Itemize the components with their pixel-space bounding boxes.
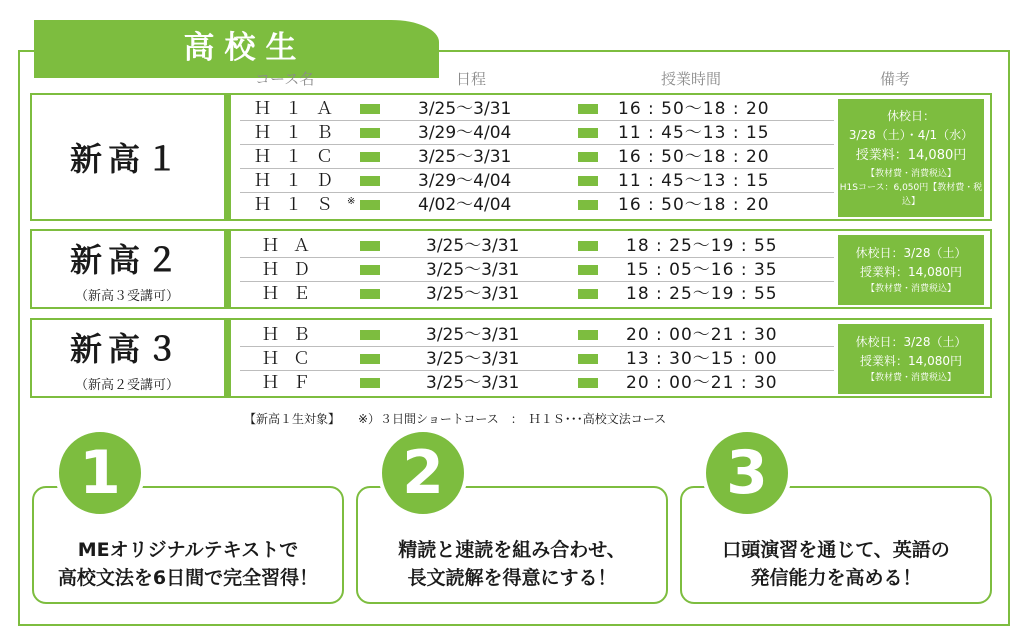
course-dates: 3/25〜3/31 — [426, 325, 520, 345]
feature-number: 2 — [402, 438, 444, 508]
course-code: ＨＣ — [262, 349, 324, 369]
course-code: ＨＡ — [262, 236, 324, 256]
grade-note: （新高３受講可） — [74, 288, 179, 304]
feature-line-2: 発信能力を高める！ — [750, 567, 922, 589]
course-dates: 3/25〜3/31 — [426, 260, 520, 280]
accent-bar — [224, 231, 231, 307]
course-code: Ｈ１Ｓ※ — [254, 195, 356, 215]
asterisk-mark: ※ — [347, 196, 356, 207]
row-marker — [578, 176, 598, 186]
table-row — [240, 371, 834, 395]
feature-number-badge-2 — [378, 428, 468, 518]
table-row — [240, 145, 834, 169]
course-code: ＨＦ — [262, 373, 324, 393]
course-time: 18 : 25〜19 : 55 — [626, 236, 778, 256]
table-row — [240, 323, 834, 347]
grade-block-3 — [30, 318, 992, 398]
course-time: 20 : 00〜21 : 30 — [626, 373, 778, 393]
accent-bar — [224, 95, 231, 219]
grade-label — [32, 95, 222, 219]
table-row — [240, 234, 834, 258]
grade-block-2 — [30, 229, 992, 309]
row-marker — [578, 128, 598, 138]
feature-line-2: 高校文法を6日間で完全習得！ — [57, 567, 319, 589]
feature-line-1: 精読と速読を組み合わせ、 — [398, 539, 626, 561]
table-row — [240, 193, 834, 217]
course-time: 18 : 25〜19 : 55 — [626, 284, 778, 304]
course-time: 11 : 45〜13 : 15 — [618, 171, 770, 191]
row-marker — [578, 200, 598, 210]
row-marker — [360, 128, 380, 138]
course-dates: 4/02〜4/04 — [418, 195, 512, 215]
grade-label — [32, 320, 222, 396]
row-marker — [578, 104, 598, 114]
column-header-time: 授業時間 — [661, 70, 722, 88]
course-dates: 3/29〜4/04 — [418, 171, 512, 191]
course-dates: 3/25〜3/31 — [418, 99, 512, 119]
row-marker — [360, 104, 380, 114]
row-marker — [360, 200, 380, 210]
row-marker — [578, 289, 598, 299]
grade-note: （新高２受講可） — [74, 377, 179, 393]
feature-number-badge-1 — [55, 428, 145, 518]
feature-text — [682, 536, 990, 592]
feature-line-1: MEオリジナルテキストで — [77, 539, 299, 561]
column-header-remarks: 備考 — [880, 70, 911, 88]
remarks-tuition: 授業料：14,080円 — [855, 148, 967, 163]
feature-number: 1 — [79, 438, 121, 508]
course-code: ＨＢ — [262, 325, 324, 345]
remarks-holiday: 休校日：3/28（土） — [855, 246, 967, 260]
table-row — [240, 282, 834, 306]
page-title: 高校生 — [183, 30, 307, 66]
feature-line-2: 長文読解を得意にする！ — [407, 567, 617, 589]
column-header-schedule: 日程 — [456, 70, 487, 88]
remarks-tax-note: 【教材費・消費税込】 — [865, 284, 956, 294]
course-code: ＨＤ — [262, 260, 324, 280]
row-marker — [578, 265, 598, 275]
course-code: ＨＥ — [262, 284, 324, 304]
row-marker — [360, 152, 380, 162]
row-marker — [578, 354, 598, 364]
remarks-tax-note: 【教材費・消費税込】 — [865, 373, 956, 383]
remarks-h1s-fee: H1Sコース：6,050円【教材費・税込】 — [839, 183, 983, 207]
column-header-course: コース名 — [255, 70, 315, 88]
table-row — [240, 169, 834, 193]
row-marker — [360, 265, 380, 275]
table-row — [240, 121, 834, 145]
remarks-holiday-label: 休校日： — [886, 109, 935, 123]
grade-name: 新高３ — [69, 329, 184, 368]
footnote: 【新高１生対象】 ※）３日間ショートコース ： Ｈ１Ｓ･･･高校文法コース — [244, 412, 667, 426]
remarks-holiday-dates: 3/28（土）・4/1（水） — [848, 128, 974, 142]
course-time: 13 : 30〜15 : 00 — [626, 349, 778, 369]
course-code: Ｈ１Ｂ — [254, 123, 347, 143]
grade-name: 新高２ — [69, 240, 184, 279]
grade-name: 新高１ — [69, 140, 184, 178]
grade-label — [32, 231, 222, 307]
remarks-tuition: 授業料：14,080円 — [860, 354, 962, 368]
feature-number: 3 — [726, 438, 768, 508]
accent-bar — [224, 320, 231, 396]
row-marker — [360, 378, 380, 388]
remarks-box — [838, 324, 984, 394]
course-code: Ｈ１Ａ — [254, 99, 347, 119]
course-code: Ｈ１Ｄ — [254, 171, 347, 191]
course-time: 16 : 50〜18 : 20 — [618, 195, 770, 215]
grade-block-1 — [30, 93, 992, 221]
row-marker — [360, 354, 380, 364]
row-marker — [360, 176, 380, 186]
row-marker — [578, 330, 598, 340]
feature-number-badge-3 — [702, 428, 792, 518]
table-row — [240, 347, 834, 371]
course-dates: 3/25〜3/31 — [426, 284, 520, 304]
course-time: 15 : 05〜16 : 35 — [626, 260, 778, 280]
row-marker — [578, 241, 598, 251]
table-row — [240, 97, 834, 121]
course-dates: 3/25〜3/31 — [426, 349, 520, 369]
course-time: 11 : 45〜13 : 15 — [618, 123, 770, 143]
course-dates: 3/25〜3/31 — [426, 236, 520, 256]
remarks-tax-note: 【教材費・消費税込】 — [865, 169, 956, 179]
course-time: 16 : 50〜18 : 20 — [618, 147, 770, 167]
feature-line-1: 口頭演習を通じて、英語の — [722, 539, 950, 561]
row-marker — [360, 241, 380, 251]
feature-text — [34, 536, 342, 592]
remarks-box — [838, 235, 984, 305]
row-marker — [360, 330, 380, 340]
remarks-tuition: 授業料：14,080円 — [860, 265, 962, 279]
course-dates: 3/25〜3/31 — [426, 373, 520, 393]
row-marker — [578, 378, 598, 388]
course-time: 16 : 50〜18 : 20 — [618, 99, 770, 119]
remarks-holiday: 休校日：3/28（土） — [855, 335, 967, 349]
row-marker — [360, 289, 380, 299]
course-code: Ｈ１Ｃ — [254, 147, 347, 167]
table-row — [240, 258, 834, 282]
row-marker — [578, 152, 598, 162]
course-time: 20 : 00〜21 : 30 — [626, 325, 778, 345]
course-dates: 3/25〜3/31 — [418, 147, 512, 167]
course-dates: 3/29〜4/04 — [418, 123, 512, 143]
feature-text — [358, 536, 666, 592]
remarks-box — [838, 99, 984, 217]
